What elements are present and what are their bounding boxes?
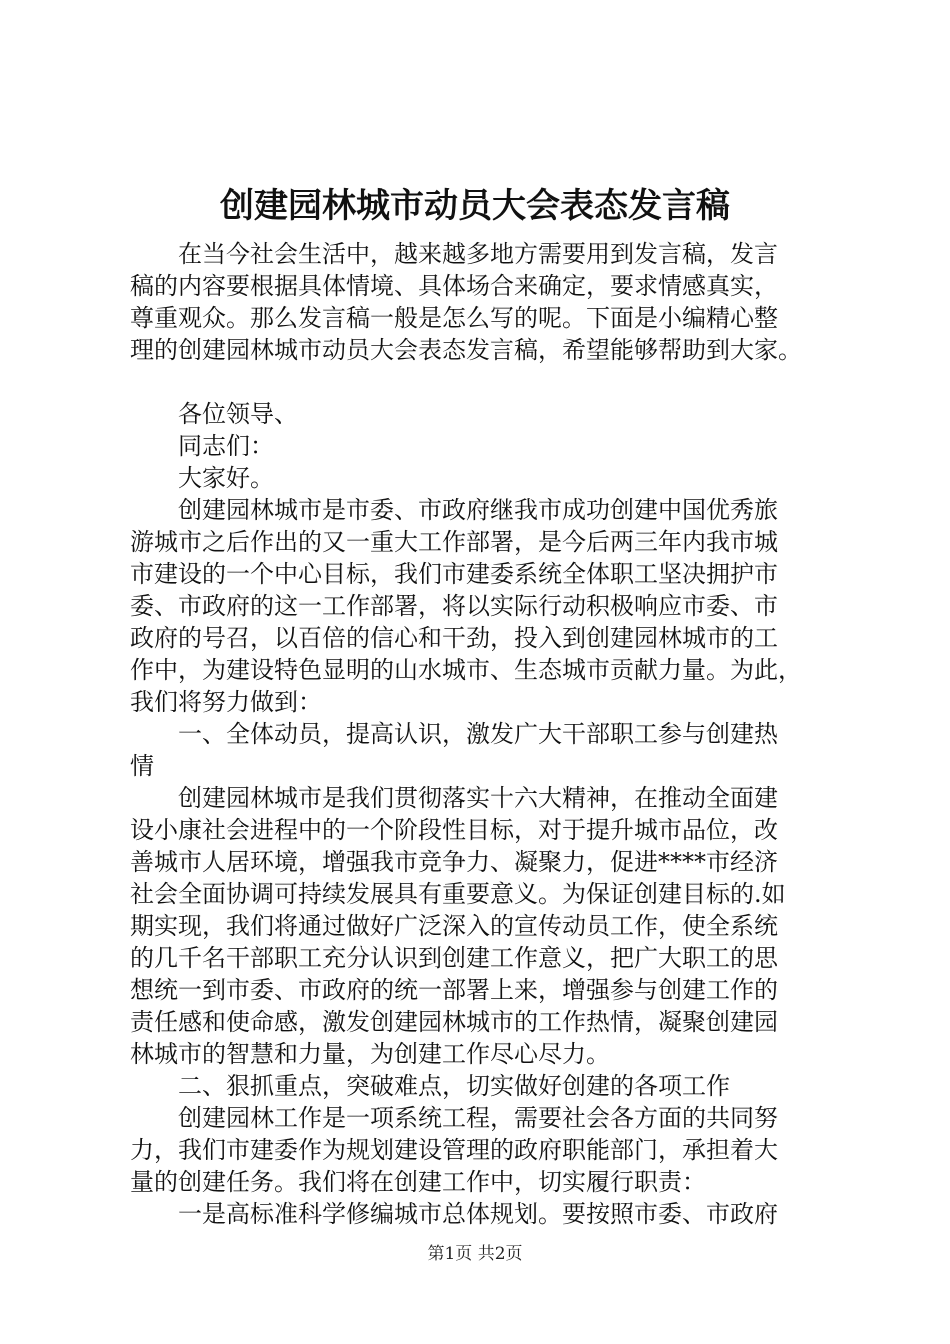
body-line: 社会全面协调可持续发展具有重要意义。为保证创建目标的.如 <box>130 880 786 908</box>
greeting-line: 大家好。 <box>178 464 274 492</box>
body-line: 游城市之后作出的又一重大工作部署，是今后两三年内我市城 <box>130 528 778 556</box>
body-line: 期实现，我们将通过做好广泛深入的宣传动员工作，使全系统 <box>130 912 778 940</box>
page-footer: 第1页 共2页 <box>427 1244 523 1264</box>
body-line: 想统一到市委、市政府的统一部署上来，增强参与创建工作的 <box>130 976 778 1004</box>
body-line: 理的创建园林城市动员大会表态发言稿，希望能够帮助到大家。 <box>130 336 802 364</box>
body-line: 一是高标准科学修编城市总体规划。要按照市委、市政府 <box>178 1200 778 1228</box>
body-line: 林城市的智慧和力量，为创建工作尽心尽力。 <box>130 1040 610 1068</box>
body-line: 尊重观众。那么发言稿一般是怎么写的呢。下面是小编精心整 <box>130 304 778 332</box>
section-heading-line: 一、全体动员，提高认识，激发广大干部职工参与创建热 <box>178 720 778 748</box>
body-line: 的几千名干部职工充分认识到创建工作意义，把广大职工的思 <box>130 944 778 972</box>
body-line: 创建园林城市是市委、市政府继我市成功创建中国优秀旅 <box>178 496 778 524</box>
salutation-line: 各位领导、 <box>178 400 298 428</box>
body-line: 委、市政府的这一工作部署，将以实际行动积极响应市委、市 <box>130 592 778 620</box>
section-heading-line: 二、狠抓重点，突破难点，切实做好创建的各项工作 <box>178 1072 730 1100</box>
document-title: 创建园林城市动员大会表态发言稿 <box>220 186 730 226</box>
body-line: 责任感和使命感，激发创建园林城市的工作热情，凝聚创建园 <box>130 1008 778 1036</box>
body-line: 稿的内容要根据具体情境、具体场合来确定，要求情感真实， <box>130 272 778 300</box>
body-line: 创建园林工作是一项系统工程，需要社会各方面的共同努 <box>178 1104 778 1132</box>
body-line: 量的创建任务。我们将在创建工作中，切实履行职责： <box>130 1168 706 1196</box>
body-line: 设小康社会进程中的一个阶段性目标，对于提升城市品位，改 <box>130 816 778 844</box>
body-line: 善城市人居环境，增强我市竞争力、凝聚力，促进****市经济 <box>130 848 778 876</box>
body-line: 作中，为建设特色显明的山水城市、生态城市贡献力量。为此， <box>130 656 802 684</box>
body-line: 创建园林城市是我们贯彻落实十六大精神，在推动全面建 <box>178 784 778 812</box>
body-line: 我们将努力做到： <box>130 688 322 716</box>
body-line: 在当今社会生活中，越来越多地方需要用到发言稿，发言 <box>178 240 778 268</box>
salutation-line: 同志们： <box>178 432 274 460</box>
body-line: 政府的号召，以百倍的信心和干劲，投入到创建园林城市的工 <box>130 624 778 652</box>
body-line: 力，我们市建委作为规划建设管理的政府职能部门，承担着大 <box>130 1136 778 1164</box>
section-heading-line: 情 <box>130 752 154 780</box>
body-line: 市建设的一个中心目标，我们市建委系统全体职工坚决拥护市 <box>130 560 778 588</box>
